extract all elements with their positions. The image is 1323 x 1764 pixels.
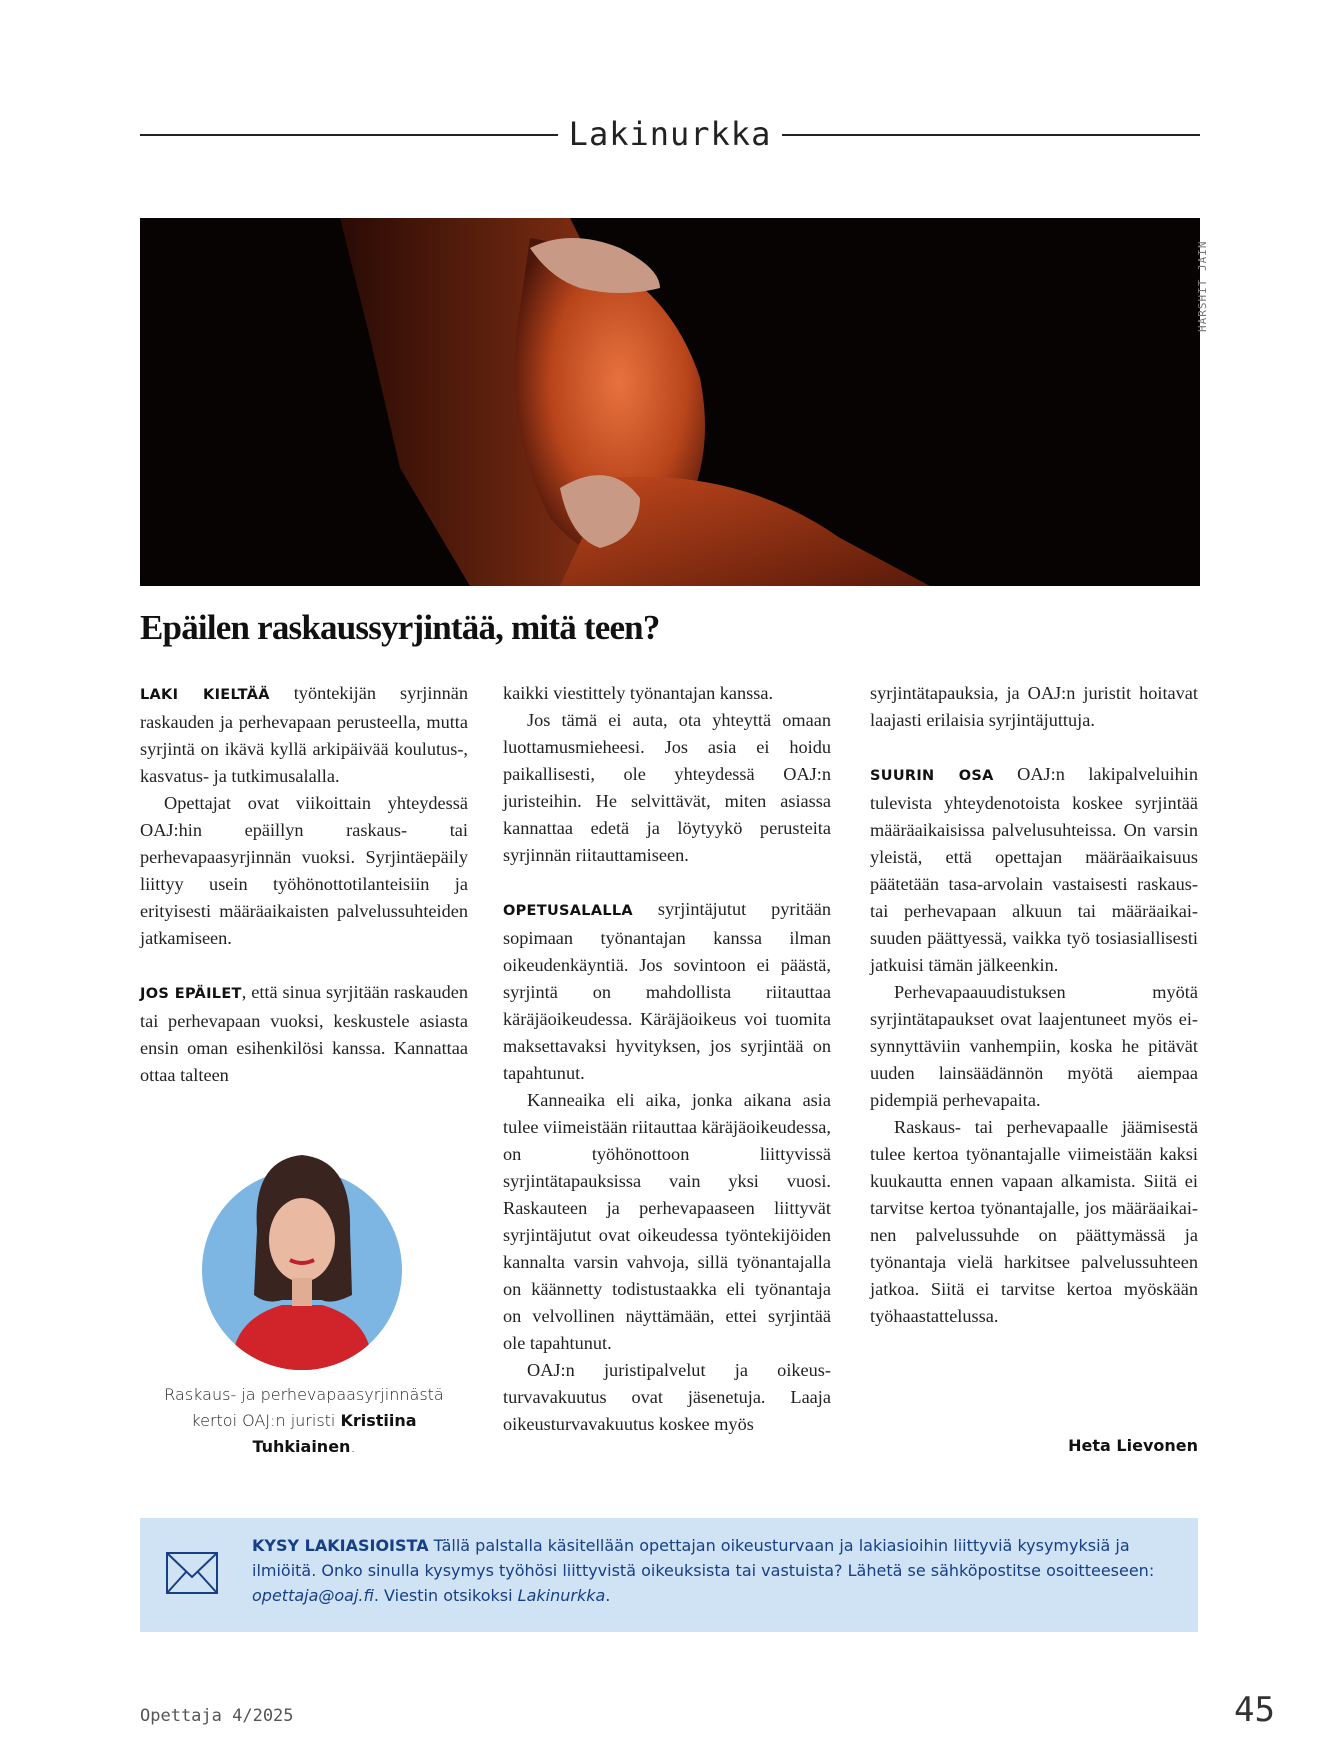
article-column-2 — [503, 680, 831, 1438]
photo-credit: HARSHIT JAIN — [1196, 240, 1209, 332]
paragraph-text: työntekijän syrjinnän raskauden ja perhevapaan perusteella, mutta syrjintä on ikävä kyllä arkipäivää koulutus-, kasvatus- ja tutkimusalalla. — [140, 683, 468, 786]
lead-in: OPETUSALALLA — [503, 903, 633, 919]
infobox-text — [252, 1533, 1172, 1608]
paragraph: OAJ:n juristipalvelut ja oikeusturvavakuutus ovat jäsenetuja. Laaja oikeusturvavakuutus koskee myös — [503, 1360, 831, 1434]
paragraph: Raskaus- tai perhevapaalle jäämisestä tulee kertoa työnantajalle viimeistään kaksi kuukautta ennen vapaan alkamista. Siitä ei tarvitse kertoa työnantajalle, jos määräaikainen palvelussuhde on päättymässä ja työnantaja vielä harkitsee palvelussuhteen jatkoa. Siitä ei tarvitse kertoa myöskään työhaastattelussa. — [870, 1117, 1198, 1326]
article-column-1 — [140, 680, 468, 1089]
author-portrait — [202, 1130, 402, 1370]
paragraph — [140, 979, 468, 1089]
paragraph — [503, 896, 831, 1087]
caption-name: Kristiina Tuhkiainen — [252, 1411, 417, 1456]
section-title: Lakinurkka — [568, 115, 772, 153]
contact-infobox — [140, 1518, 1198, 1632]
infobox-body-2: . Viestin otsikoksi — [373, 1586, 518, 1605]
paragraph: kaikki viestittely työnantajan kanssa. — [503, 683, 774, 703]
email-link[interactable]: opettaja@oaj.fi — [252, 1586, 374, 1605]
portrait-caption — [140, 1382, 468, 1460]
paragraph: Perhevapaauudistuksen myötä syrjintätapaukset ovat laajentuneet myös ei-synnyttäviin vanhempiin, koska he pitävät uuden lainsäädännön myötä aiempaa pidempiä perhevapaita. — [870, 982, 1198, 1110]
paragraph: syrjintätapauksia, ja OAJ:n juristit hoitavat laajasti erilaisia syrjintäjuttuja. — [870, 683, 1198, 730]
header-rule-right — [782, 134, 1200, 136]
lead-in: LAKI KIELTÄÄ — [140, 687, 270, 703]
hero-photo — [140, 218, 1200, 586]
paragraph-text: , että sinua syrjitään raskauden tai perhevapaan vuoksi, keskustele asiasta ensin oman esihenkilösi kanssa. Kannattaa ottaa talteen — [140, 982, 468, 1085]
paragraph: Kanneaika eli aika, jonka aikana asia tulee viimeistään riitauttaa käräjäoikeudessa, on työhönottoon liittyvissä syrjintätapauksissa vain yksi vuosi. Raskauteen ja perhevapaaseen liittyvät syrjintäjutut ovat oikeudessa työntekijöiden kannalta varsin vahvoja, sillä työnantajalla on käännetty todistustaakka eli työnantaja on velvollinen näyttämään, ettei syrjintää ole tapahtunut. — [503, 1090, 831, 1353]
author-byline: Heta Lievonen — [1068, 1436, 1198, 1455]
paragraph-text: syrjintäjutut pyritään sopimaan työnantajan kanssa ilman oikeudenkäyntiä. Jos sovintoon ei päästä, syrjintä on mahdollista riitauttaa käräjäoikeudessa. Käräjäoikeus voi tuomita maksettavaksi hyvityksen, jos syrjintää on tapahtunut. — [503, 899, 831, 1083]
envelope-icon — [166, 1552, 218, 1594]
caption-end: . — [350, 1437, 356, 1456]
infobox-end: . — [605, 1586, 611, 1605]
page-number: 45 — [1234, 1690, 1275, 1730]
paragraph-text: OAJ:n lakipalveluihin tulevista yhteydenotoista koskee syrjintää määräaikaisissa palvelusuhteissa. On varsin yleistä, että opettajan määräaikaisuus päätetään tasa-arvolain vastaisesti raskaus- tai perhevapaan alkuun tai määräaikaisuuden päättyessä, vaikka työ tosiasiallisesti jatkuisi tämän jälkeenkin. — [870, 764, 1198, 975]
pregnant-woman-photo-icon — [140, 218, 1200, 586]
paragraph: Jos tämä ei auta, ota yhteyttä omaan luottamusmieheesi. Jos asia ei hoidu paikallisesti, ole yhteydessä OAJ:n juristeihin. He selvittävät, miten asiassa kannattaa edetä ja löytyykö perusteita syrjinnän riitauttamiseen. — [503, 710, 831, 865]
paragraph: Opettajat ovat viikoittain yhteydessä OAJ:hin epäillyn raskaus- tai perhevapaasyrjinnän vuoksi. Syrjintäepäily liittyy usein työhönottotilanteisiin ja erityisesti määräaikaisten palvelussuhteiden jatkamiseen. — [140, 793, 468, 948]
subject-text: Lakinurkka — [517, 1586, 606, 1605]
infobox-lead: KYSY LAKIASIOISTA — [252, 1536, 429, 1555]
caption-text: Raskaus- ja perhevapaasyrjinnästä kertoi OAJ:n juristi — [164, 1385, 444, 1430]
lead-in: SUURIN OSA — [870, 768, 994, 784]
section-header — [140, 112, 1200, 156]
article-column-3 — [870, 680, 1198, 1330]
paragraph — [140, 680, 468, 790]
portrait-photo-icon — [202, 1130, 402, 1370]
infobox-body: Tällä palstalla käsitellään opettajan oikeusturvaan ja lakiasioihin liittyviä kysymyksiä ja ilmiöitä. Onko sinulla kysymys työhösi liittyvistä oikeuksista tai vastuista? Lähetä se sähköpostitse osoitteeseen: — [252, 1536, 1155, 1580]
issue-label: Opettaja 4/2025 — [140, 1706, 294, 1726]
paragraph — [870, 761, 1198, 979]
lead-in: JOS EPÄILET — [140, 986, 242, 1002]
article-headline: Epäilen raskaussyrjintää, mitä teen? — [140, 608, 660, 647]
